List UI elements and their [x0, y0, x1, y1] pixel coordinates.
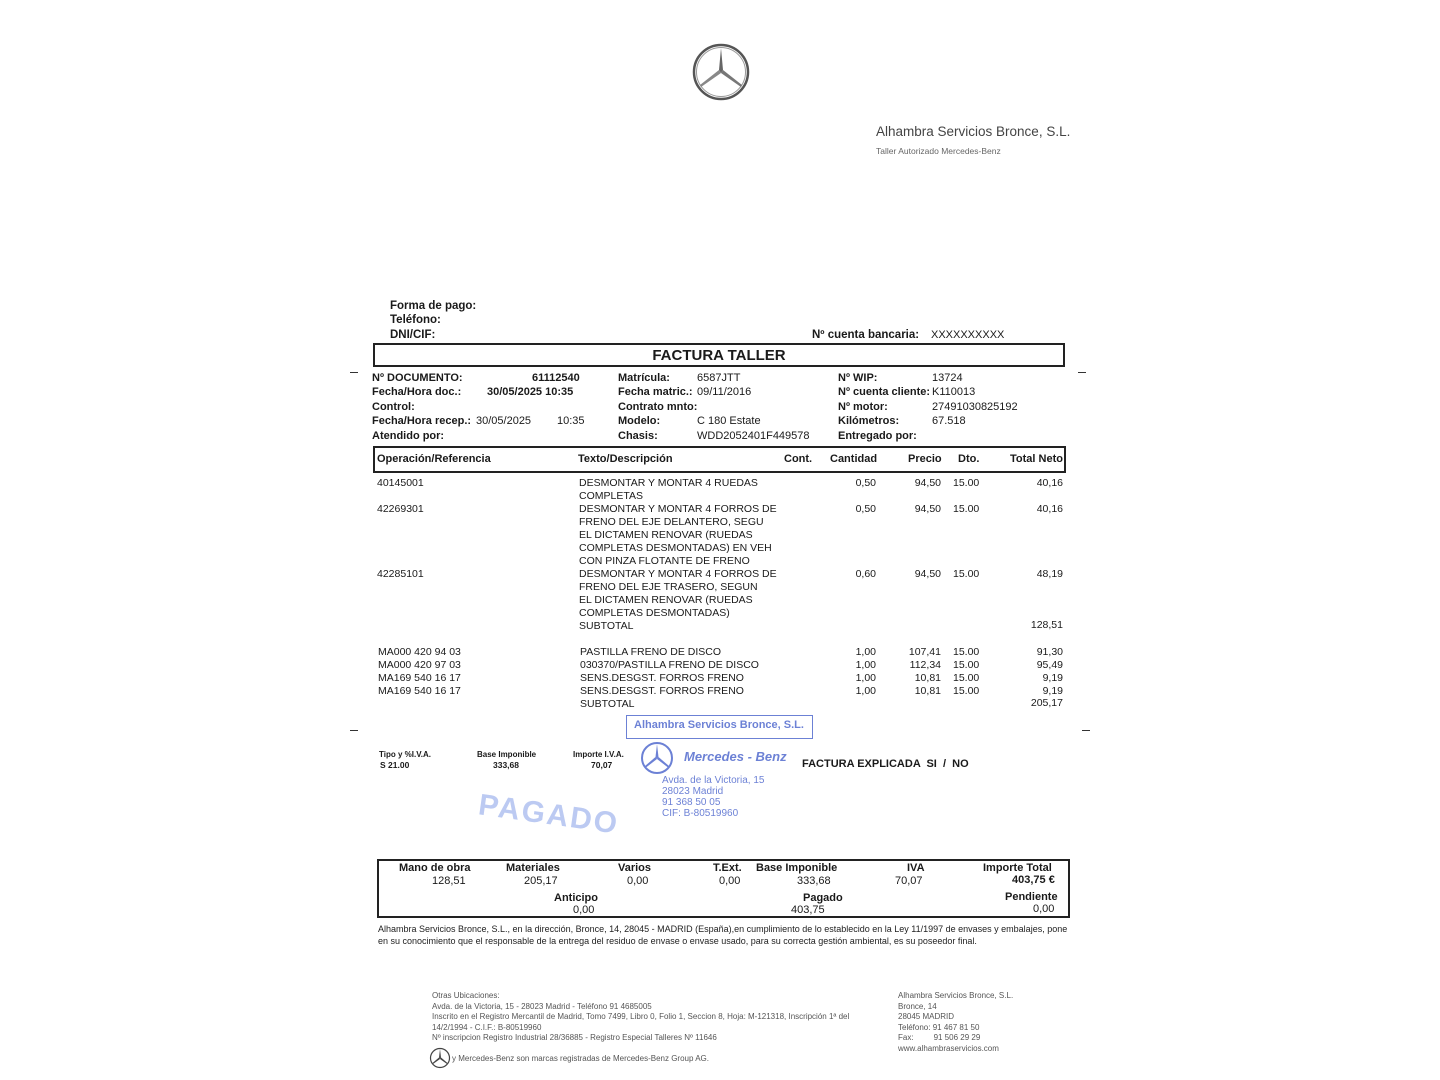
cell-qty: 1,00 — [855, 646, 876, 658]
company-stamp — [622, 713, 814, 825]
cell-ref: 42269301 — [377, 503, 424, 515]
header-qty: Cantidad — [830, 453, 878, 465]
cell-ref: MA169 540 16 17 — [378, 685, 461, 697]
cell-desc: DESMONTAR Y MONTAR 4 FORROS DE — [579, 503, 777, 515]
stamp-address-line: 91 368 50 05 — [662, 797, 721, 808]
info-label: Contrato mnto: — [618, 401, 698, 413]
mercedes-star-logo — [691, 42, 751, 102]
total-iva-label: IVA — [907, 862, 925, 874]
info-label: Nº motor: — [838, 401, 888, 413]
cell-qty: 1,00 — [855, 685, 876, 697]
stamp-star-icon — [640, 741, 674, 775]
info-value: WDD2052401F449578 — [697, 430, 810, 442]
info-value: C 180 Estate — [697, 415, 761, 427]
info-label: Fecha/Hora doc.: — [372, 386, 462, 398]
info-label: Nº WIP: — [838, 372, 878, 384]
footer-left-line: Avda. de la Victoria, 15 - 28023 Madrid - Teléfono 91 4685005 — [432, 1001, 652, 1011]
info-label: Nº cuenta cliente: — [838, 386, 931, 398]
cell-dto: 15.00 — [953, 646, 980, 658]
cell-price: 10,81 — [914, 685, 941, 697]
cell-total: 95,49 — [1036, 659, 1063, 671]
total-importe-value: 403,75 € — [1012, 874, 1055, 886]
header-ref: Operación/Referencia — [377, 453, 491, 465]
cell-qty: 1,00 — [855, 672, 876, 684]
info-label: Control: — [372, 401, 415, 413]
info-value-time: 10:35 — [557, 415, 585, 427]
info-label: Atendido por: — [372, 430, 445, 442]
info-label: Chasis: — [618, 430, 658, 442]
cell-desc: 030370/PASTILLA FRENO DE DISCO — [580, 659, 759, 671]
margin-tick — [1082, 730, 1090, 731]
factura-explicada: FACTURA EXPLICADA SI / NO — [802, 758, 969, 770]
cell-desc: SENS.DESGST. FORROS FRENO — [580, 672, 744, 684]
stamp-brand: Mercedes - Benz — [684, 749, 787, 764]
cell-desc: DESMONTAR Y MONTAR 4 RUEDAS — [579, 477, 758, 489]
info-value: 61112540 — [532, 372, 580, 384]
cuenta-bancaria-value: XXXXXXXXXX — [931, 329, 1005, 341]
header-dto: Dto. — [958, 453, 980, 465]
info-value: 30/05/2025 10:35 — [487, 386, 574, 398]
cell-ref: 40145001 — [377, 477, 424, 489]
stamp-address-line: 28023 Madrid — [662, 786, 724, 797]
invoice-title: FACTURA TALLER — [652, 347, 786, 364]
total-mat-value: 205,17 — [524, 875, 558, 887]
cell-total: 9,19 — [1042, 685, 1063, 697]
header-price: Precio — [908, 453, 942, 465]
stamp-company: Alhambra Servicios Bronce, S.L. — [634, 719, 804, 731]
total-text-label: T.Ext. — [713, 862, 742, 874]
parts-subtotal-value: 205,17 — [1030, 697, 1063, 709]
header-total: Total Neto — [1010, 453, 1063, 465]
info-value: 67.518 — [932, 415, 966, 427]
total-pendiente-label: Pendiente — [1005, 891, 1058, 903]
labor-subtotal-value: 128,51 — [1030, 619, 1063, 631]
info-value: 27491030825192 — [932, 401, 1018, 413]
cell-dto: 15.00 — [953, 568, 980, 580]
iva-base-label: Base Imponible — [477, 750, 537, 759]
cuenta-bancaria-label: Nº cuenta bancaria: — [812, 329, 920, 341]
cell-desc: PASTILLA FRENO DE DISCO — [580, 646, 722, 658]
footer-right-line: 28045 MADRID — [898, 1012, 955, 1021]
iva-importe-label: Importe I.V.A. — [573, 750, 624, 759]
legal-notice: Alhambra Servicios Bronce, S.L., en la dirección, Bronce, 14, 28045 - MADRID (España),en cumplimiento de lo establecido en la Ley 11/1997 de envases y embalajes, pone en su conocimiento que el responsable de la entrega del residuo de envase o envase usado, para su correcta gestión ambiental, es su poseedor final. — [378, 924, 1068, 946]
stamp-address-line: CIF: B-80519960 — [662, 808, 739, 819]
labor-subtotal-label: SUBTOTAL — [579, 620, 634, 632]
footer-right-line: Alhambra Servicios Bronce, S.L. — [898, 991, 1014, 1000]
cell-desc: COMPLETAS DESMONTADAS) EN VEH — [579, 542, 772, 554]
cell-price: 10,81 — [914, 672, 941, 684]
stamp-address — [662, 775, 764, 819]
invoice-title-box — [373, 343, 1065, 367]
dni-label: DNI/CIF: — [390, 329, 436, 341]
footer-right-line: Teléfono: 91 467 81 50 — [898, 1022, 980, 1032]
iva-importe-value: 70,07 — [591, 760, 613, 770]
cell-dto: 15.00 — [953, 503, 980, 515]
cell-dto: 15.00 — [953, 685, 980, 697]
footer-right-line: Bronce, 14 — [898, 1001, 937, 1011]
total-pendiente-value: 0,00 — [1033, 903, 1055, 915]
margin-tick — [1078, 372, 1086, 373]
paid-stamp: PAGADO — [476, 788, 622, 841]
cell-desc: COMPLETAS DESMONTADAS) — [579, 607, 730, 619]
cell-price: 107,41 — [908, 646, 941, 658]
info-label: Entregado por: — [838, 430, 917, 442]
cell-ref: MA169 540 16 17 — [378, 672, 461, 684]
total-mano-label: Mano de obra — [399, 862, 471, 874]
total-pagado-label: Pagado — [803, 892, 843, 904]
info-value: 09/11/2016 — [697, 386, 752, 398]
footer-trademark: y Mercedes-Benz son marcas registradas de Mercedes-Benz Group AG. — [452, 1054, 709, 1063]
info-label: Fecha/Hora recep.: — [372, 415, 472, 427]
footer-left-line: Nº inscripcion Registro Industrial 28/36885 - Registro Especial Talleres Nº 11646 — [432, 1033, 717, 1042]
footer-left-address — [432, 991, 872, 1044]
footer-left-line: 14/2/1994 - C.I.F.: B-80519960 — [432, 1022, 542, 1032]
cell-desc: FRENO DEL EJE TRASERO, SEGUN — [579, 581, 758, 593]
cell-price: 94,50 — [914, 477, 941, 489]
cell-qty: 0,50 — [855, 477, 876, 489]
cell-ref: MA000 420 97 03 — [378, 659, 461, 671]
cell-qty: 0,60 — [855, 568, 876, 580]
cell-qty: 0,50 — [855, 503, 876, 515]
cell-price: 94,50 — [914, 503, 941, 515]
cell-ref: MA000 420 94 03 — [378, 646, 461, 658]
cell-total: 9,19 — [1042, 672, 1063, 684]
company-tagline: Taller Autorizado Mercedes-Benz — [876, 146, 1001, 156]
total-iva-value: 70,07 — [895, 875, 923, 887]
margin-tick — [350, 372, 358, 373]
cell-ref: 42285101 — [377, 568, 424, 580]
cell-desc: EL DICTAMEN RENOVAR (RUEDAS — [579, 594, 753, 606]
total-varios-value: 0,00 — [627, 875, 649, 887]
cell-qty: 1,00 — [855, 659, 876, 671]
info-value: K110013 — [932, 386, 976, 398]
info-value: 6587JTT — [697, 372, 741, 384]
cell-price: 112,34 — [909, 659, 941, 671]
footer-right-line: www.alhambraservicios.com — [898, 1043, 999, 1053]
iva-tipo-value: S 21.00 — [380, 760, 410, 770]
cell-desc: FRENO DEL EJE DELANTERO, SEGU — [579, 516, 764, 528]
info-value: 13724 — [932, 372, 963, 384]
cell-total: 40,16 — [1036, 477, 1063, 489]
info-label: Kilómetros: — [838, 415, 900, 427]
footer-left-line: Otras Ubicaciones: — [432, 991, 500, 1000]
info-label: Modelo: — [618, 415, 661, 427]
cell-total: 40,16 — [1036, 503, 1063, 515]
cell-total: 91,30 — [1036, 646, 1063, 658]
cell-desc: COMPLETAS — [579, 490, 643, 502]
parts-subtotal-label: SUBTOTAL — [580, 698, 635, 710]
total-anticipo-label: Anticipo — [554, 892, 598, 904]
cell-dto: 15.00 — [953, 477, 980, 489]
total-importe-label: Importe Total — [983, 862, 1052, 874]
stamp-address-line: Avda. de la Victoria, 15 — [662, 775, 765, 786]
cell-desc: CON PINZA FLOTANTE DE FRENO — [579, 555, 750, 567]
total-varios-label: Varios — [618, 862, 652, 874]
cell-desc: EL DICTAMEN RENOVAR (RUEDAS — [579, 529, 753, 541]
total-anticipo-value: 0,00 — [573, 904, 595, 916]
margin-tick — [350, 730, 358, 731]
footer-star-icon — [429, 1047, 451, 1069]
footer-left-line: Inscrito en el Registro Mercantil de Madrid, Tomo 7499, Libro 0, Folio 1, Seccion 8, Hoja: M-121318, Inscripción 1ª del — [432, 1012, 850, 1021]
info-value: 30/05/2025 — [476, 415, 532, 427]
info-label: Matrícula: — [618, 372, 670, 384]
cell-total: 48,19 — [1036, 568, 1063, 580]
cell-dto: 15.00 — [953, 659, 980, 671]
iva-base-value: 333,68 — [493, 760, 519, 770]
total-mat-label: Materiales — [506, 862, 560, 874]
total-base-value: 333,68 — [797, 875, 831, 887]
company-name: Alhambra Servicios Bronce, S.L. — [876, 124, 1071, 139]
cell-desc: SENS.DESGST. FORROS FRENO — [580, 685, 744, 697]
footer-right-line: Fax: 91 506 29 29 — [898, 1033, 981, 1042]
forma-pago-label: Forma de pago: — [390, 300, 477, 312]
info-label: Fecha matric.: — [618, 386, 693, 398]
footer-right-address — [898, 991, 1013, 1054]
total-base-label: Base Imponible — [756, 862, 838, 874]
total-pagado-value: 403,75 — [791, 904, 825, 916]
total-mano-value: 128,51 — [432, 875, 466, 887]
telefono-label: Teléfono: — [390, 314, 441, 326]
header-cont: Cont. — [784, 453, 813, 465]
cell-desc: DESMONTAR Y MONTAR 4 FORROS DE — [579, 568, 777, 580]
header-desc: Texto/Descripción — [578, 453, 673, 465]
cell-dto: 15.00 — [953, 672, 980, 684]
info-label: Nº DOCUMENTO: — [372, 372, 463, 384]
iva-tipo-label: Tipo y %I.V.A. — [379, 750, 432, 759]
total-text-value: 0,00 — [719, 875, 741, 887]
cell-price: 94,50 — [914, 568, 941, 580]
